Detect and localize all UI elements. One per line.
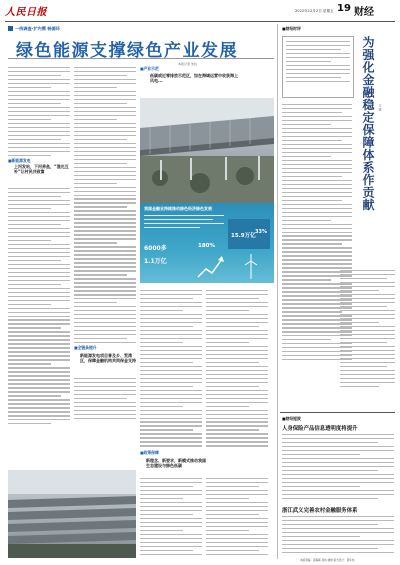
subhead-1-label: ■产业示范 — [140, 66, 159, 71]
stat-block-growth — [198, 243, 228, 249]
brief-kicker: ■财经短波 — [282, 416, 301, 421]
commentary-byline: 王 锋 — [378, 104, 382, 111]
infographic-textlines — [144, 215, 224, 235]
feature-head-rule — [8, 58, 274, 59]
subhead-2-title: 上河发站，下河养鱼，“渔光互补”让村民共致富 — [14, 164, 69, 175]
wind-turbine-icon — [232, 253, 270, 279]
page-number: 19 — [337, 3, 351, 14]
subhead-1-title: 低碳或近零排放示范区，如在海域运营中收获海上风电... — [150, 73, 238, 84]
feature-bottom-text-a — [140, 478, 202, 558]
brief-item-2-title: 浙江武义完善农村金融服务体系 — [282, 508, 358, 514]
subhead-bullet-icon: ■ — [8, 158, 12, 163]
commentary-summary-box — [282, 36, 354, 98]
bottom-solar-photo — [8, 470, 136, 558]
kicker-square-icon: ■ — [282, 26, 286, 31]
kicker-square-icon: ■ — [282, 416, 286, 421]
commentary-kicker: ■财经时评 — [282, 26, 301, 31]
growth-arrow-icon — [196, 253, 226, 281]
newspaper-logo: 人民日报 — [5, 7, 47, 18]
solar-canopy-photo — [140, 98, 274, 206]
subhead-4-title: 新理念、新要求，新模式推动我国生态建设与绿色低碳 — [146, 458, 206, 469]
infographic-panel — [140, 203, 274, 283]
feature-kicker: 一线调查·扩内需 畅循环 — [8, 25, 60, 32]
feature-byline: 本报记者 朱拉 — [178, 62, 197, 66]
subhead-2-label: ■新能源发电 — [8, 158, 31, 163]
masthead-rule — [5, 21, 395, 22]
subhead-bullet-icon: ■ — [140, 66, 144, 71]
stat-value-3: 15.9万亿 — [231, 233, 256, 239]
feature-col4-text — [206, 290, 268, 450]
feature-bottom-text-b — [206, 478, 268, 558]
masthead — [0, 0, 400, 22]
brief-item-1-title: 人身保险产品信息透明度将提升 — [282, 426, 358, 432]
issue-date: 2022年12月2日 星期五 — [295, 9, 334, 13]
solar-farm-illustration — [8, 470, 136, 558]
column-divider — [277, 24, 278, 559]
subhead-bullet-icon: ■ — [74, 345, 78, 350]
stat-value-1b: 1.1万亿 — [144, 258, 167, 265]
commentary-headline: 为强化金融稳定保障体系作贡献 — [361, 36, 375, 211]
brief-section-rule — [280, 412, 395, 413]
subhead-3-title: 新能源发电项目普及乡、荒湾区，保障金融机构共同保金支持 — [80, 353, 136, 364]
feature-col2-text — [74, 67, 136, 447]
stat-value-2: 180% — [198, 243, 215, 249]
infographic-title: 我国金融业持续推动绿色经济绿色发展 — [144, 206, 212, 211]
subhead-4-label: ■政策保障 — [140, 450, 159, 455]
stat-value-1: 6000多 — [144, 245, 167, 252]
feature-col1-text-2 — [8, 188, 70, 438]
brief-item-1-body — [282, 434, 394, 504]
subhead-4-block — [140, 450, 270, 476]
solar-canopy-illustration — [140, 98, 274, 206]
stat-card-green-credit — [228, 219, 270, 249]
subhead-3-block — [74, 345, 136, 377]
section-name: 财经 — [354, 7, 374, 18]
stat-pct-3: 33% — [255, 229, 267, 235]
page-footer-editors: 本版责编：邱海峰 孙伟 姚仲 版式设计：蔡华伟 — [300, 559, 355, 562]
subhead-bullet-icon: ■ — [140, 450, 144, 455]
brief-item-2-body — [282, 516, 394, 558]
feature-col3-text — [140, 290, 202, 450]
feature-headline: 绿色能源支撑绿色产业发展 — [16, 41, 238, 61]
stat-block-loans — [144, 243, 194, 277]
subhead-3-label: ■全链条提升 — [74, 345, 97, 350]
commentary-body-right — [340, 270, 395, 400]
kicker-badge-icon — [8, 26, 13, 31]
